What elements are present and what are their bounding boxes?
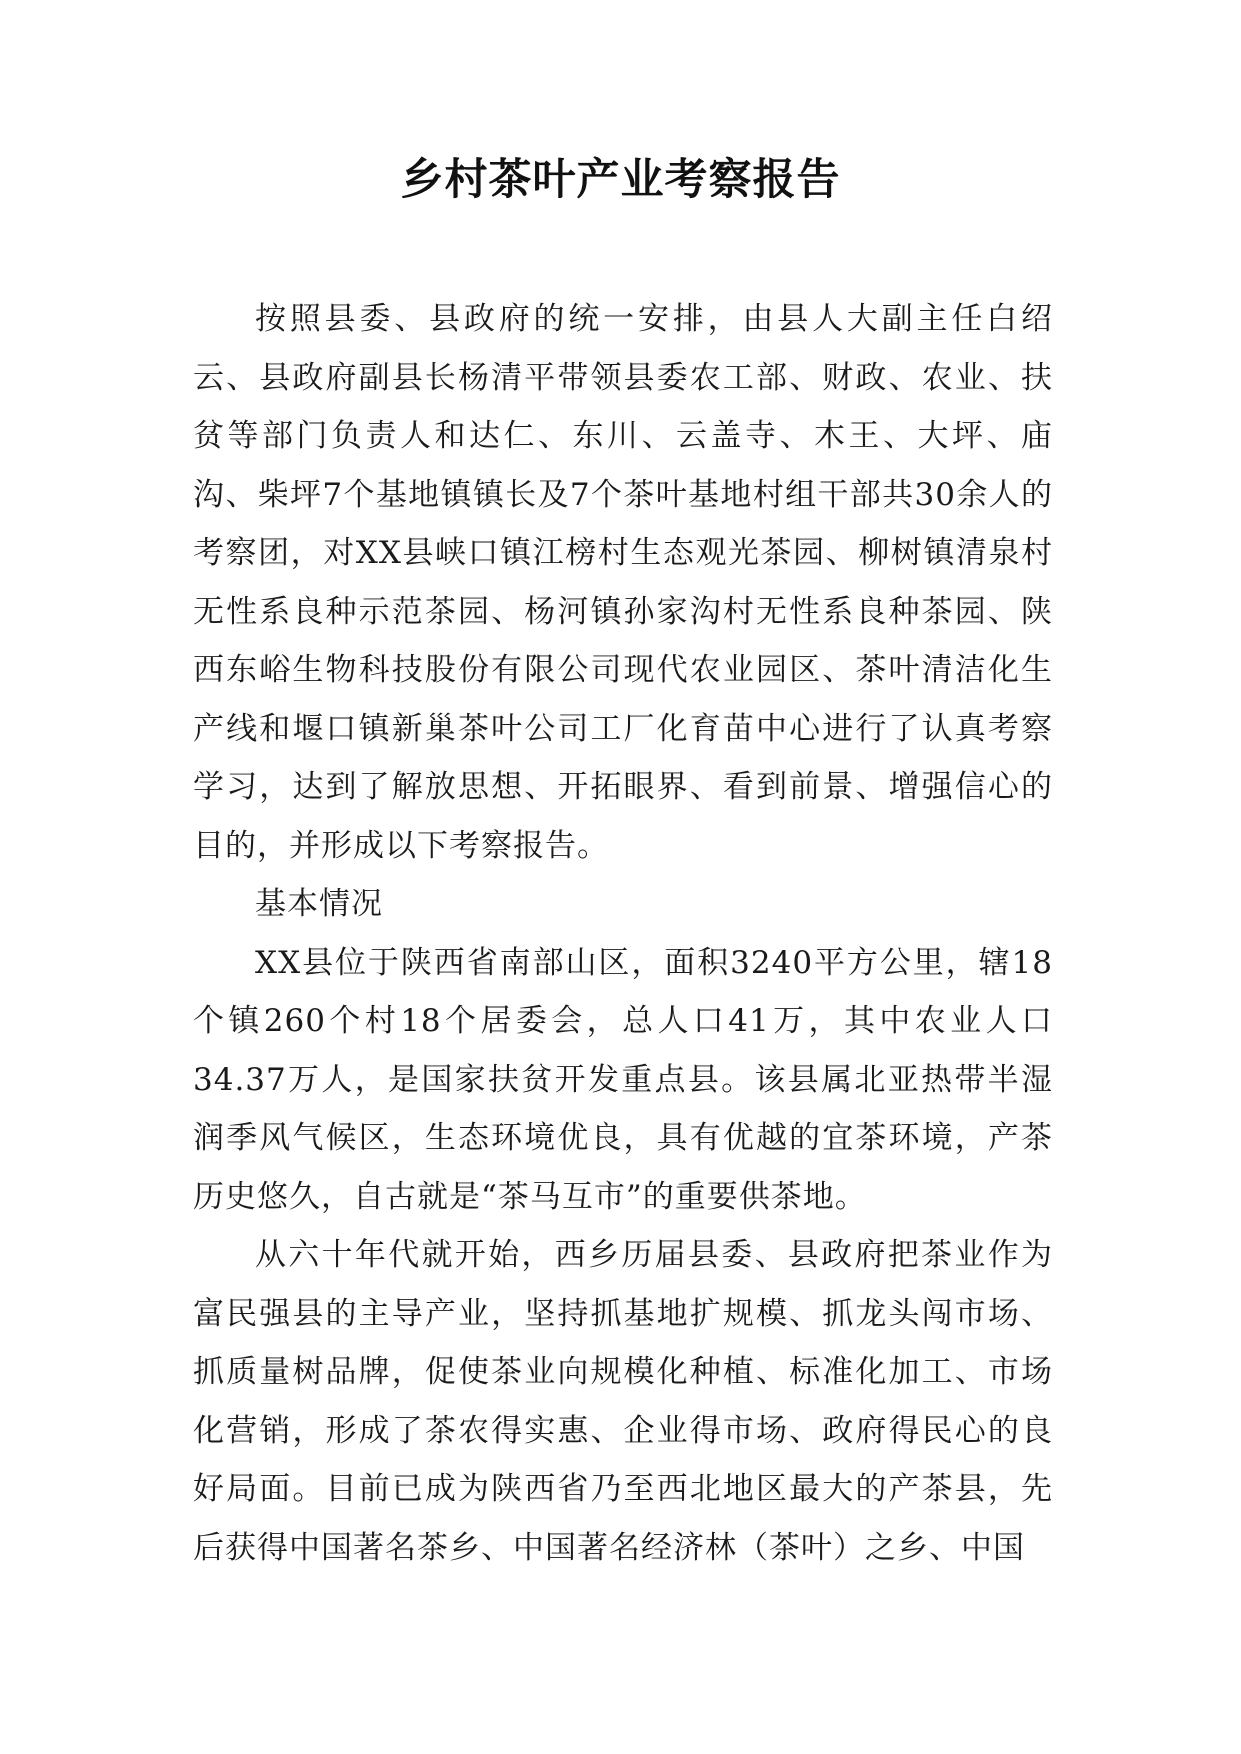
basic-info-paragraph: XX县位于陕西省南部山区，面积3240平方公里，辖18个镇260个村18个居委会，总人口41万，其中农业人口34.37万人，是国家扶贫开发重点县。该县属北亚热带半湿润季风气候区，生态环境优良，具有优越的宜茶环境，产茶历史悠久，自古就是“茶马互市”的重要供茶地。 [193, 944, 1053, 1215]
intro-paragraph: 按照县委、县政府的统一安排，由县人大副主任白绍云、县政府副县长杨清平带领县委农工部、财政、农业、扶贫等部门负责人和达仁、东川、云盖寺、木王、大坪、庙沟、柴坪7个基地镇镇长及7个茶叶基地村组干部共30余人的考察团，对XX县峡口镇江榜村生态观光茶园、柳树镇清泉村无性系良种示范茶园、杨河镇孙家沟村无性系良种茶园、陕西东峪生物科技股份有限公司现代农业园区、茶叶清洁化生产线和堰口镇新巢茶叶公司工厂化育苗中心进行了认真考察学习，达到了解放思想、开拓眼界、看到前景、增强信心的目的，并形成以下考察报告。 [193, 301, 1053, 864]
document-title: 乡村茶叶产业考察报告 [400, 155, 841, 205]
history-paragraph: 从六十年代就开始，西乡历届县委、县政府把茶业作为富民强县的主导产业，坚持抓基地扩规模、抓龙头闯市场、抓质量树品牌，促使茶业向规模化种植、标准化加工、市场化营销，形成了茶农得实惠、企业得市场、政府得民心的良好局面。目前已成为陕西省乃至西北地区最大的产茶县，先后获得中国著名茶乡、中国著名经济林（茶叶）之乡、中国 [193, 1237, 1053, 1566]
section-heading-basic-info: 基本情况 [255, 886, 383, 922]
document-body [193, 290, 1053, 1577]
